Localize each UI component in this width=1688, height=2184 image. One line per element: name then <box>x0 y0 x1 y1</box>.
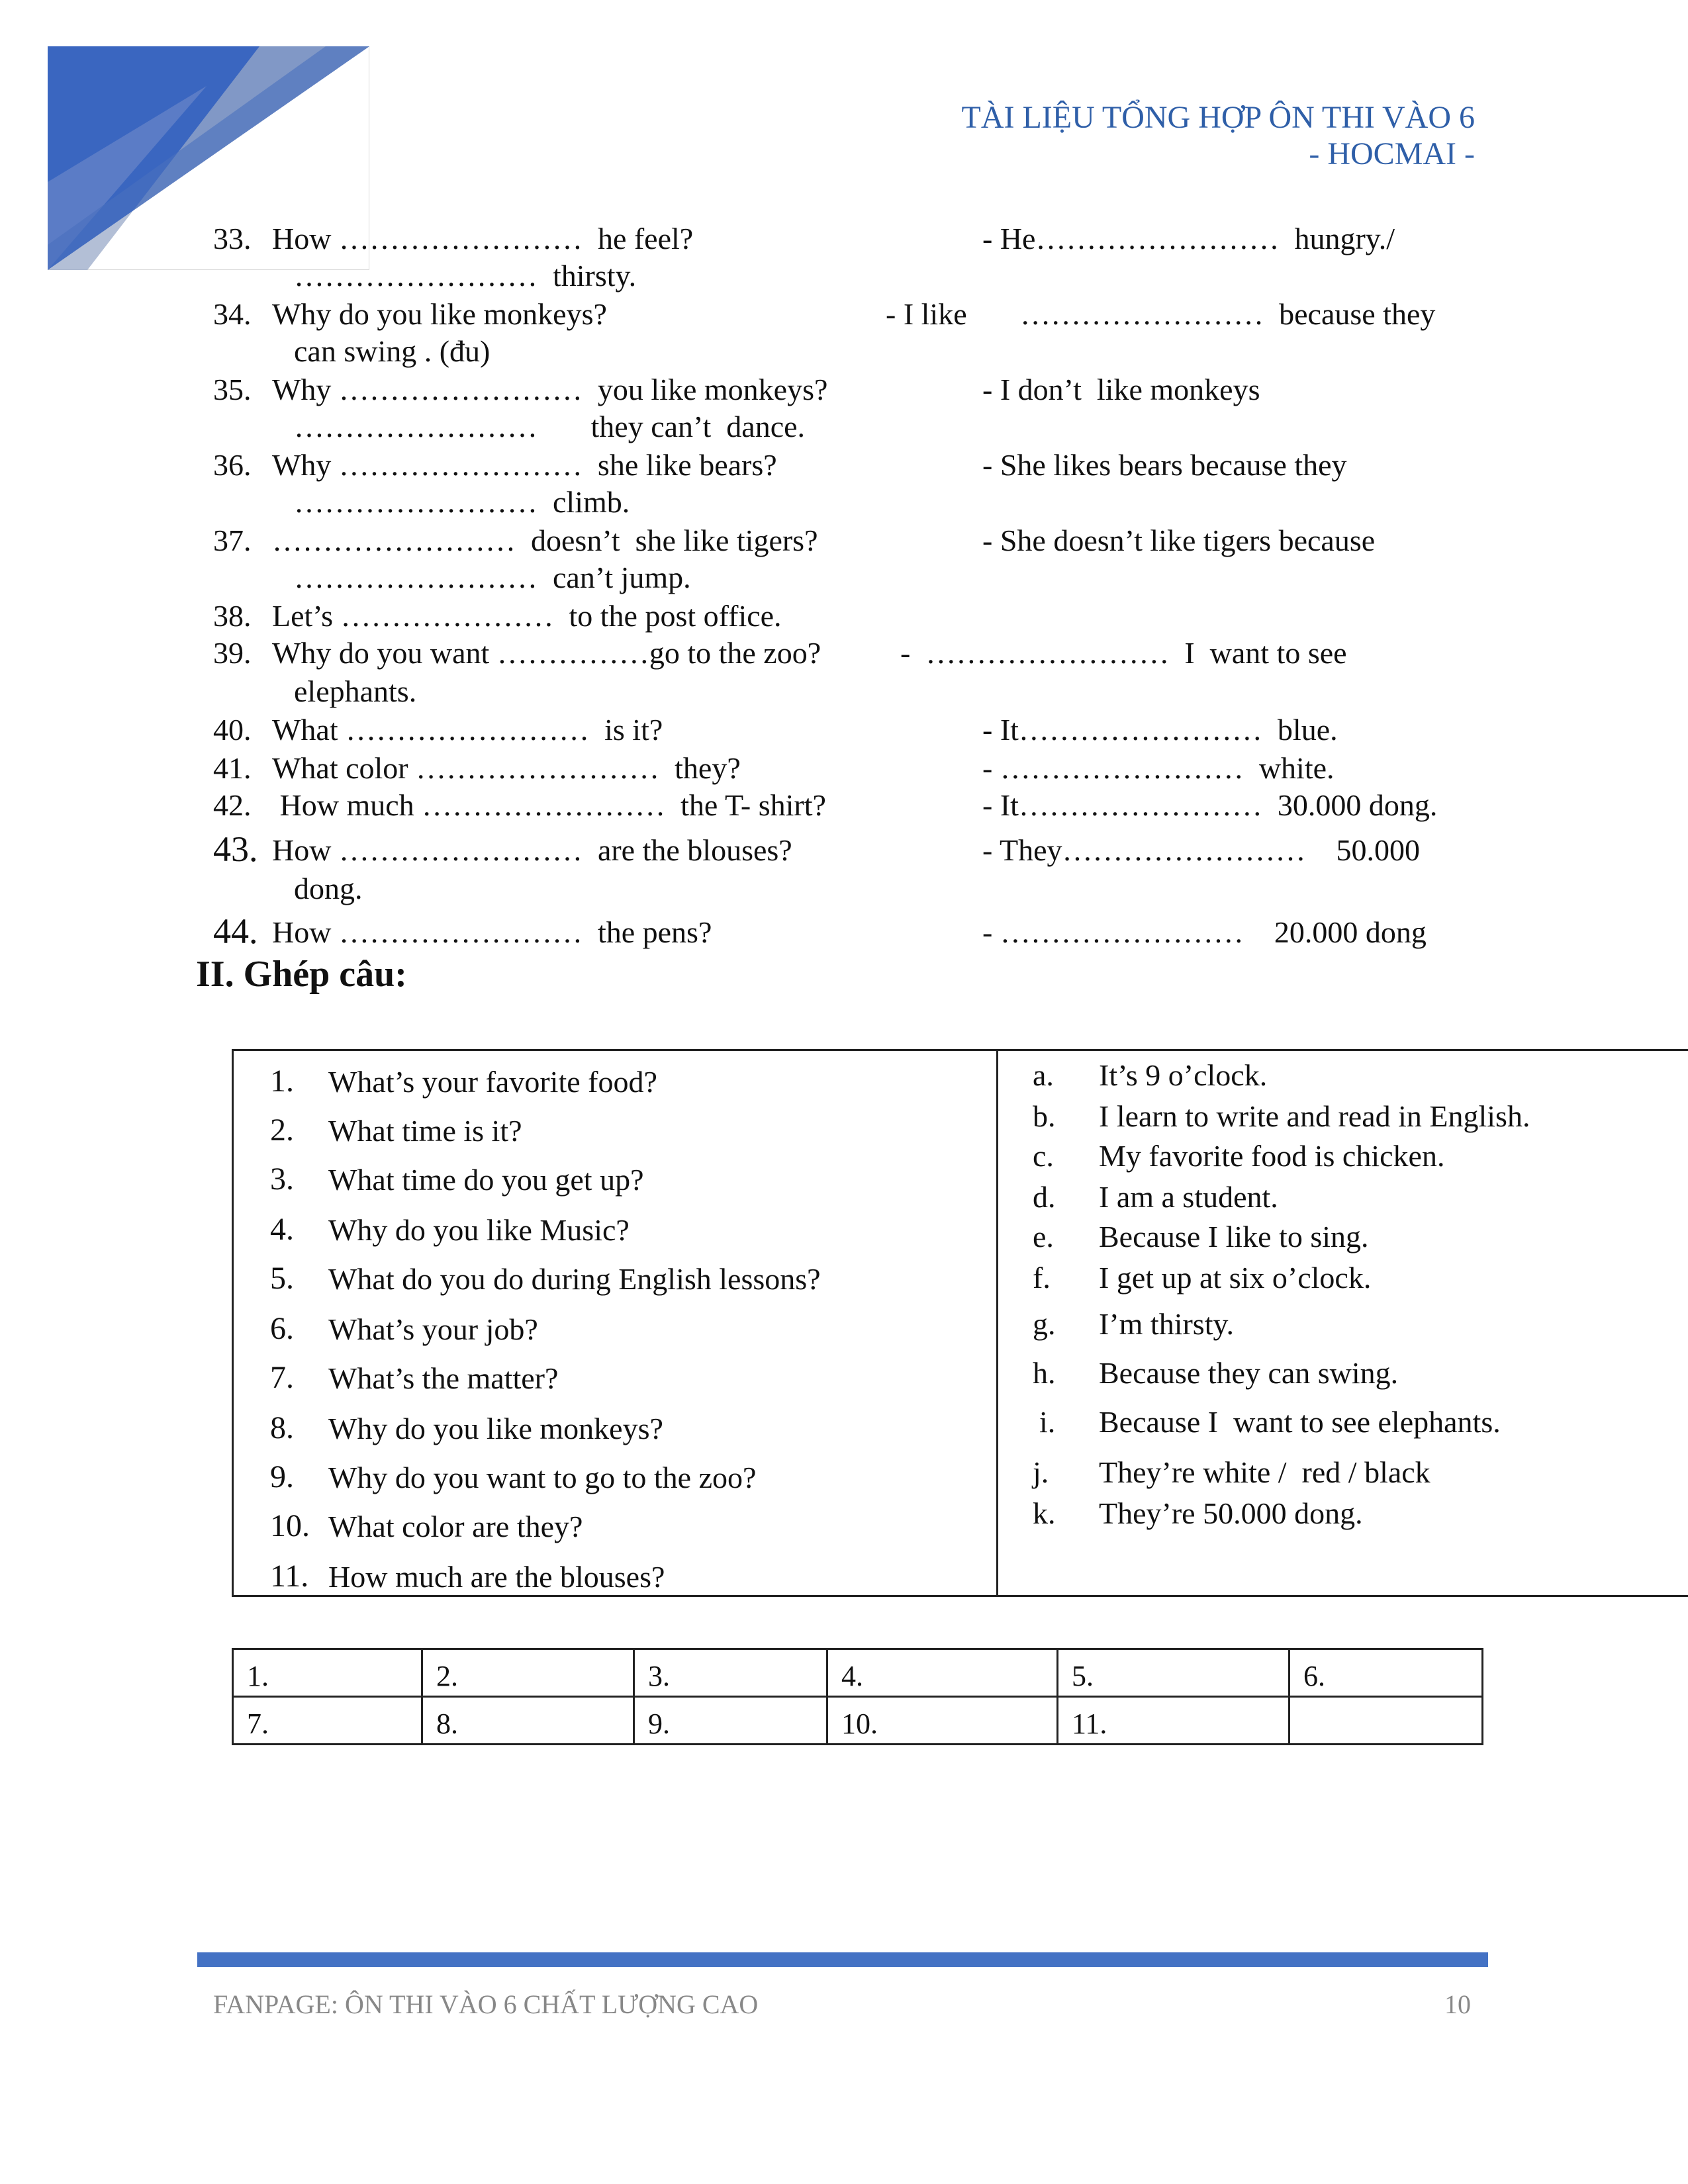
match-a-text: I get up at six o’clock. <box>1099 1261 1372 1295</box>
answer-cell[interactable]: 10. <box>827 1697 1058 1745</box>
answer-cell[interactable]: 11. <box>1058 1697 1289 1745</box>
q37-continued: …………………… can’t jump. <box>294 561 691 594</box>
match-q-text: What’s your favorite food? <box>328 1065 657 1099</box>
q40-question: What …………………… is it? <box>272 713 663 747</box>
footer-accent-bar <box>197 1952 1488 1967</box>
q34-continued: can swing . (đu) <box>294 334 491 368</box>
q39-continued: elephants. <box>294 674 417 708</box>
answer-cell[interactable]: 6. <box>1289 1649 1483 1697</box>
match-a-letter: h. <box>1033 1356 1056 1390</box>
answer-cell[interactable]: 3. <box>634 1649 827 1697</box>
q33-question: How …………………… he feel? <box>272 222 694 255</box>
match-q-text: What time is it? <box>328 1114 522 1148</box>
q39-number: 39. <box>213 636 252 670</box>
q43-continued: dong. <box>294 872 363 905</box>
q35-number: 35. <box>213 373 252 406</box>
q43-question: How …………………… are the blouses? <box>272 833 792 867</box>
match-a-text: I learn to write and read in English. <box>1099 1099 1530 1133</box>
match-a-text: Because I like to sing. <box>1099 1220 1369 1253</box>
q33-continued: …………………… thirsty. <box>294 259 637 293</box>
q34-number: 34. <box>213 297 252 331</box>
q42-answer: - It…………………… 30.000 dong. <box>982 788 1438 822</box>
q41-answer: - …………………… white. <box>982 751 1335 785</box>
answer-cell[interactable]: 7. <box>233 1697 422 1745</box>
answer-cell[interactable]: 9. <box>634 1697 827 1745</box>
q37-number: 37. <box>213 523 252 557</box>
match-a-letter: b. <box>1033 1099 1056 1133</box>
answer-grid <box>232 1648 1483 1745</box>
q44-number: 44. <box>213 911 258 951</box>
q44-question: How …………………… the pens? <box>272 915 712 949</box>
match-q-text: What’s the matter? <box>328 1361 559 1395</box>
match-q-text: What color are they? <box>328 1510 583 1543</box>
match-a-letter: d. <box>1033 1180 1056 1214</box>
answer-cell[interactable]: 5. <box>1058 1649 1289 1697</box>
match-q-number: 9. <box>270 1459 294 1494</box>
match-q-number: 1. <box>270 1064 294 1099</box>
q41-number: 41. <box>213 751 252 785</box>
q43-answer: - They…………………… 50.000 <box>982 833 1421 867</box>
match-a-text: I’m thirsty. <box>1099 1307 1234 1341</box>
match-a-text: Because they can swing. <box>1099 1356 1399 1390</box>
match-a-text: They’re 50.000 dong. <box>1099 1496 1363 1530</box>
match-q-number: 11. <box>270 1559 309 1594</box>
q44-answer: - …………………… 20.000 dong <box>982 915 1427 949</box>
match-a-text: My favorite food is chicken. <box>1099 1139 1445 1173</box>
q38-question: Let’s ………………… to the post office. <box>272 599 782 633</box>
answer-cell[interactable]: 2. <box>422 1649 634 1697</box>
q40-answer: - It…………………… blue. <box>982 713 1338 747</box>
document-header-subtitle: - HOCMAI - <box>1309 136 1475 171</box>
answer-grid-row <box>233 1697 1483 1745</box>
section-title-matching: II. Ghép câu: <box>196 954 407 995</box>
page-number: 10 <box>1444 1989 1471 2019</box>
match-a-text: It’s 9 o’clock. <box>1099 1058 1268 1092</box>
matching-table-divider <box>996 1049 998 1597</box>
answer-cell[interactable]: 1. <box>233 1649 422 1697</box>
match-q-text: Why do you want to go to the zoo? <box>328 1461 757 1494</box>
answer-cell[interactable]: 8. <box>422 1697 634 1745</box>
q43-number: 43. <box>213 829 258 869</box>
q40-number: 40. <box>213 713 252 747</box>
q36-question: Why …………………… she like bears? <box>272 448 777 482</box>
match-a-text: Because I want to see elephants. <box>1099 1405 1501 1439</box>
q37-question: …………………… doesn’t she like tigers? <box>272 523 818 557</box>
match-q-number: 2. <box>270 1113 294 1148</box>
match-q-number: 8. <box>270 1410 294 1445</box>
q38-number: 38. <box>213 599 252 633</box>
q37-answer: - She doesn’t like tigers because <box>982 523 1376 557</box>
q42-number: 42. <box>213 788 252 822</box>
match-q-text: What time do you get up? <box>328 1163 644 1197</box>
match-a-text: I am a student. <box>1099 1180 1278 1214</box>
match-q-number: 10. <box>270 1508 310 1543</box>
match-a-letter: j. <box>1033 1455 1049 1489</box>
match-q-text: Why do you like Music? <box>328 1213 630 1247</box>
q33-number: 33. <box>213 222 252 255</box>
match-q-text: How much are the blouses? <box>328 1560 665 1594</box>
match-a-letter: a. <box>1033 1058 1054 1092</box>
match-q-text: Why do you like monkeys? <box>328 1412 663 1445</box>
q35-continued: …………………… they can’t dance. <box>294 410 806 443</box>
match-a-letter: f. <box>1033 1261 1051 1295</box>
q36-number: 36. <box>213 448 252 482</box>
answer-cell[interactable] <box>1289 1697 1483 1745</box>
q34-question: Why do you like monkeys? <box>272 297 607 331</box>
q36-answer: - She likes bears because they <box>982 448 1347 482</box>
footer-fanpage-text: FANPAGE: ÔN THI VÀO 6 CHẤT LƯỢNG CAO <box>213 1989 759 2019</box>
match-q-number: 4. <box>270 1212 294 1247</box>
q41-question: What color …………………… they? <box>272 751 741 785</box>
match-a-letter: e. <box>1033 1220 1054 1253</box>
q35-question: Why …………………… you like monkeys? <box>272 373 828 406</box>
match-q-number: 3. <box>270 1161 294 1197</box>
match-q-number: 7. <box>270 1360 294 1395</box>
match-q-number: 6. <box>270 1311 294 1346</box>
match-a-text: They’re white / red / black <box>1099 1455 1430 1489</box>
answer-cell[interactable]: 4. <box>827 1649 1058 1697</box>
q36-continued: …………………… climb. <box>294 485 630 519</box>
match-a-letter: g. <box>1033 1307 1056 1341</box>
match-a-letter: k. <box>1033 1496 1056 1530</box>
q33-answer: - He…………………… hungry./ <box>982 222 1395 255</box>
q34-answer: - I like …………………… because they <box>886 297 1436 331</box>
match-a-letter: i. <box>1039 1405 1056 1439</box>
q42-question: How much …………………… the T- shirt? <box>272 788 826 822</box>
q35-answer: - I don’t like monkeys <box>982 373 1260 406</box>
document-header-title: TÀI LIỆU TỔNG HỢP ÔN THI VÀO 6 <box>961 100 1475 135</box>
match-q-text: What’s your job? <box>328 1312 538 1346</box>
match-a-letter: c. <box>1033 1139 1054 1173</box>
match-q-text: What do you do during English lessons? <box>328 1262 821 1296</box>
q39-question: Why do you want ……………go to the zoo? <box>272 636 821 670</box>
match-q-number: 5. <box>270 1261 294 1296</box>
q39-answer: - …………………… I want to see <box>900 636 1347 670</box>
answer-grid-row <box>233 1649 1483 1697</box>
